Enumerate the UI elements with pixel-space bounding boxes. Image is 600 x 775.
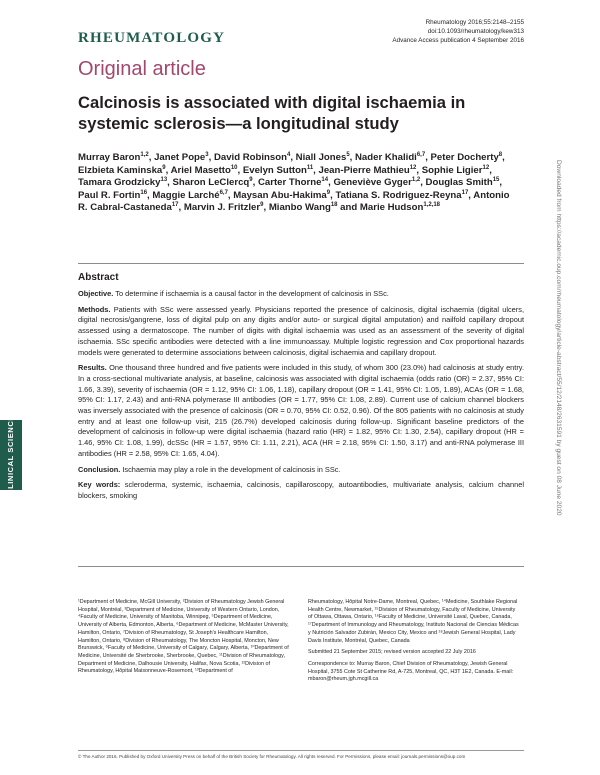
author-affiliation: 15 <box>492 177 500 183</box>
author-affiliation: 9 <box>249 177 253 183</box>
author <box>431 152 503 163</box>
author <box>333 177 420 188</box>
author-affiliation: 6,7 <box>219 189 228 196</box>
abstract-conclusion: Conclusion. Ischaemia may play a role in the development of calcinosis in SSc. <box>78 464 341 474</box>
author-affiliation: 18 <box>330 202 338 209</box>
author-name: Peter Docherty <box>430 152 499 163</box>
author-affiliation: 6,7 <box>416 151 426 158</box>
abstract-methods: Methods. Patients with SSc were assessed yearly. Physicians reported the presence of calcinosis, digital ischaemia (digital ulcers, digital necrosis/gangrene, loss of digital pulp on any digits and/or auto- or surgical digital amputation) and nailfold capillary dropout assessed using a dermatoscope. The number of digits with digital ischaemia was used as an assessment of the severity of digital ischaemia. SSc specific antibodies were detected with a line immunoassay. Multiple logistic regression and Cox proportional hazards models were generated to determine associations between calcinosis, digital ischaemia and capillary dropout. <box>78 304 524 357</box>
copyright-footer: © The Author 2016. Published by Oxford University Press on behalf of the British Society for Rheumatology. All rights reserved. For Permissions, please email: journals.permissions@oup.com <box>78 750 524 759</box>
author <box>426 177 500 188</box>
abstract-objective: Objective. To determine if ischaemia is a causal factor in the development of calcinosis in SSc. <box>78 289 389 298</box>
author-affiliation: 1,2 <box>140 151 149 158</box>
author-name: Janet Pope <box>154 152 206 163</box>
author-affiliation: 13 <box>160 177 168 183</box>
author-affiliation: 12 <box>409 164 417 171</box>
author <box>258 177 328 188</box>
author-affiliation: 16 <box>140 189 148 196</box>
author-affiliation: 11 <box>306 164 314 171</box>
author <box>78 152 149 163</box>
author <box>214 152 290 163</box>
affiliations-left: ¹Department of Medicine, McGill University, ²Division of Rheumatology Jewish General Hospital, Montréal, ³Department of Medicine, University of Western Ontario, London, ⁴Faculty of Medicine, University of Manitoba, Winnipeg, ⁵Department of Medicine, University of Alberta, Edmonton, Alberta, ⁶Department of Medicine, McMaster University, Hamilton, Ontario, ⁷Division of Rheumatology, St Joseph's Healthcare Hamilton, Hamilton, Ontario, ⁸Division of Rheumatology, The Moncton Hospital, Moncton, New Brunswick, ⁹Faculty of Medicine, University of Calgary, Calgary, Alberta, ¹⁰Department of Medicine, Université de Sherbrooke, Sherbrooke, Quebec, ¹¹Division of Rheumatology, Department of Medicine, Dalhousie University, Halifax, Nova Scotia, ¹²Division of Rheumatology, Hôpital Maisonneuve-Rosemont, ¹³Department of <box>78 599 289 675</box>
author-name: Geneviève Gyger <box>333 177 412 189</box>
author-list: Murray Baron$^{1,2}$, Janet Pope$^3$, David Robinson$^4$, Niall Jones$^5$, Nader Khalidi$^{6,7}$, Peter Docherty$^8$, Elzbieta Kaminska$^9$, Ariel Masetto$^{10}$, Evelyn Sutton$^{11}$, Jean-Pierre Mathieu$^{12}$, Sophie Ligier$^{12}$, Tamara Grodzicky$^{13}$, Sharon LeClercq$^9$, Carter Thorne$^{14}$, Geneviève Gyger$^{1,2}$, Douglas Smith$^{15}$, Paul R. Fortin$^{16}$, Maggie Larché$^{6,7}$, Maysan Abu-Hakima$^9$, Tatiana S. Rodriguez-Reyna$^{17}$, Antonio R. Cabral-Castaneda$^{17}$, Marvin J. Fritzler$^9$, Mianbo Wang$^{18}$ and Marie Hudson$^{1,2,18}$ <box>78 151 510 214</box>
abstract-results: Results. One thousand three hundred and five patients were included in this study, of whom 300 (23.0%) had calcinosis at study entry. In a cross-sectional multivariate analysis, at baseline, calcinosis was associated with digital ischaemia (odds ratio (OR) = 2.37, 95% CI: 1.66, 3.39), severity of ischaemia (OR = 1.12, 95% CI: 1.06, 1.18), capillary dropout (OR = 1.41, 95% CI: 1.05, 1.89), ACAs (OR = 1.68, 95% CI: 1.17, 2.43) and anti-RNA polymerase III antibodies (OR = 1.77, 95% CI: 1.08, 2.89). Current use of calcium channel blockers was inversely associated with the presence of calcinosis (OR = 0.70, 95% CI: 0.52, 0.96). Of the 805 patients with no calcinosis at study entry and at least one follow-up visit, 215 (26.7%) developed calcinosis during follow-up. Significant baseline predictors of the development of calcinosis in follow-up were digital ischaemia (hazard ratio (HR) = 1.82, 95% CI: 1.30, 2.54), capillary dropout (HR = 1.46, 95% CI: 1.08, 1.99), dcSSc (HR = 1.57, 95% CI: 1.11, 2.21), ACA (HR = 2.18, 95% CI: 1.50, 3.17) and anti-RNA polymerase III antibodies (HR = 2.58, 95% CI: 1.65, 4.04). <box>78 363 524 458</box>
author-name: Maggie Larché <box>152 189 220 201</box>
author-affiliation: 17 <box>461 189 469 196</box>
author-affiliation: 14 <box>321 177 329 183</box>
author <box>296 152 350 163</box>
author-name: Marvin J. Fritzler <box>183 202 261 214</box>
abstract-heading: Abstract <box>78 272 119 283</box>
author-name: Ariel Masetto <box>170 164 231 176</box>
journal-logo: RHEUMATOLOGY <box>78 30 226 46</box>
author-name: Elzbieta Kaminska <box>78 164 163 176</box>
author-name: Antonio R. Cabral-Castaneda <box>78 189 510 214</box>
affiliations-right: Rheumatology, Hôpital Notre-Dame, Montreal, Quebec, ¹⁴Medicine, Southlake Regional Health Centre, Newmarket, ¹⁵Division of Rheumatology, Faculty of Medicine, University of Ottawa, Ottawa, Ontario, ¹⁶Faculty of Medicine, Université Laval, Quebec, Canada, ¹⁷Department of Immunology and Rheumatology, Instituto Nacional de Ciencias Médicas y Nutrición Salvador Zubirán, Mexico City, Mexico and ¹⁸Jewish General Hospital, Lady Davis Institute, Montréal, Quebec, Canada Submitted 21 September 2015; revised version accepted 22 July 2016 Correspondence to: Murray Baron, Chief Division of Rheumatology, Jewish General Hospital, 3755 Cote St Catherine Rd, A-725, Montreal, QC, H3T 1E2, Canada. E-mail: mbaron@rheum.jgh.mcgill.ca <box>308 599 519 683</box>
abstract-keywords: Key words: scleroderma, systemic, ischaemia, calcinosis, capillaroscopy, autoantibodies, multivariate analysis, calcium channel blockers, smoking <box>78 480 524 500</box>
author <box>184 202 264 213</box>
author-name: Sophie Ligier <box>421 164 483 176</box>
doi-link[interactable]: doi:10.1093/rheumatology/kew313 <box>427 28 524 36</box>
author <box>152 190 228 201</box>
author-name: Douglas Smith <box>425 177 493 189</box>
author-affiliation: 8 <box>498 151 503 158</box>
author <box>154 152 209 163</box>
author-name: Marie Hudson <box>359 202 424 214</box>
author-affiliation: 17 <box>171 202 179 209</box>
author <box>173 177 253 188</box>
side-tab-label: CLINICAL SCIENCE <box>6 415 16 495</box>
submission-dates: Submitted 21 September 2015; revised version accepted 22 July 2016 <box>308 649 476 656</box>
author-name: David Robinson <box>213 152 287 163</box>
author-affiliation: 3 <box>205 151 209 158</box>
author-name: Nader Khalidi <box>355 152 417 163</box>
author-name: Carter Thorne <box>257 177 322 189</box>
author <box>269 202 338 213</box>
author-affiliation: 9 <box>326 189 331 196</box>
author <box>355 152 425 163</box>
citation: Rheumatology 2016;55:2148–2155 <box>425 19 524 26</box>
author-affiliation: 1,2,18 <box>423 202 441 209</box>
author-name: Sharon LeClercq <box>172 177 250 189</box>
author-affiliation: 9 <box>162 164 166 171</box>
author-name: Paul R. Fortin <box>78 189 141 201</box>
section-label: Original article <box>78 58 206 80</box>
correspondence: Correspondence to: Murray Baron, Chief Division of Rheumatology, Jewish General Hospital, 3755 Cote St Catherine Rd, A-725, Montreal, QC, H3T 1E2, Canada. E-mail: mbaron@rheum.jgh.mcgill.ca <box>308 660 514 683</box>
author-name: Maysan Abu-Hakima <box>233 189 327 201</box>
author-name: Mianbo Wang <box>268 202 331 214</box>
author-affiliation: 10 <box>230 164 238 171</box>
article-title: Calcinosis is associated with digital ischaemia in systemic sclerosis—a longitudinal study <box>78 93 466 133</box>
author <box>243 165 313 176</box>
author <box>78 190 147 201</box>
author-name: Tamara Grodzicky <box>78 177 161 189</box>
author-affiliation: 1,2 <box>411 177 421 183</box>
author-affiliation: 12 <box>482 164 490 171</box>
author <box>360 202 440 213</box>
author-name: Evelyn Sutton <box>242 164 307 176</box>
advance-access: Advance Access publication 4 September 2016 <box>392 37 524 45</box>
author-name: Niall Jones <box>295 152 347 163</box>
divider-top <box>78 263 524 264</box>
author-name: Murray Baron <box>78 152 141 163</box>
clinical-science-tab <box>0 415 22 495</box>
author <box>422 165 489 176</box>
author <box>233 190 330 201</box>
journal-meta <box>304 18 524 46</box>
abstract-body <box>78 289 524 507</box>
author-affiliation: 4 <box>286 151 291 158</box>
author <box>171 165 238 176</box>
download-note: Downloaded from https://academic.oup.com/rheumatology/article-abstract/55/12/2148/2631591 by guest on 08 June 2020 <box>555 160 562 516</box>
author <box>78 177 167 188</box>
author-affiliation: 5 <box>346 151 350 158</box>
author <box>78 165 166 176</box>
author-name: Jean-Pierre Mathieu <box>318 164 410 176</box>
divider-bottom <box>78 566 524 567</box>
author <box>335 190 468 201</box>
author-name: Tatiana S. Rodriguez-Reyna <box>335 189 462 201</box>
download-watermark <box>555 160 572 600</box>
author <box>319 165 417 176</box>
author-affiliation: 9 <box>260 202 264 209</box>
